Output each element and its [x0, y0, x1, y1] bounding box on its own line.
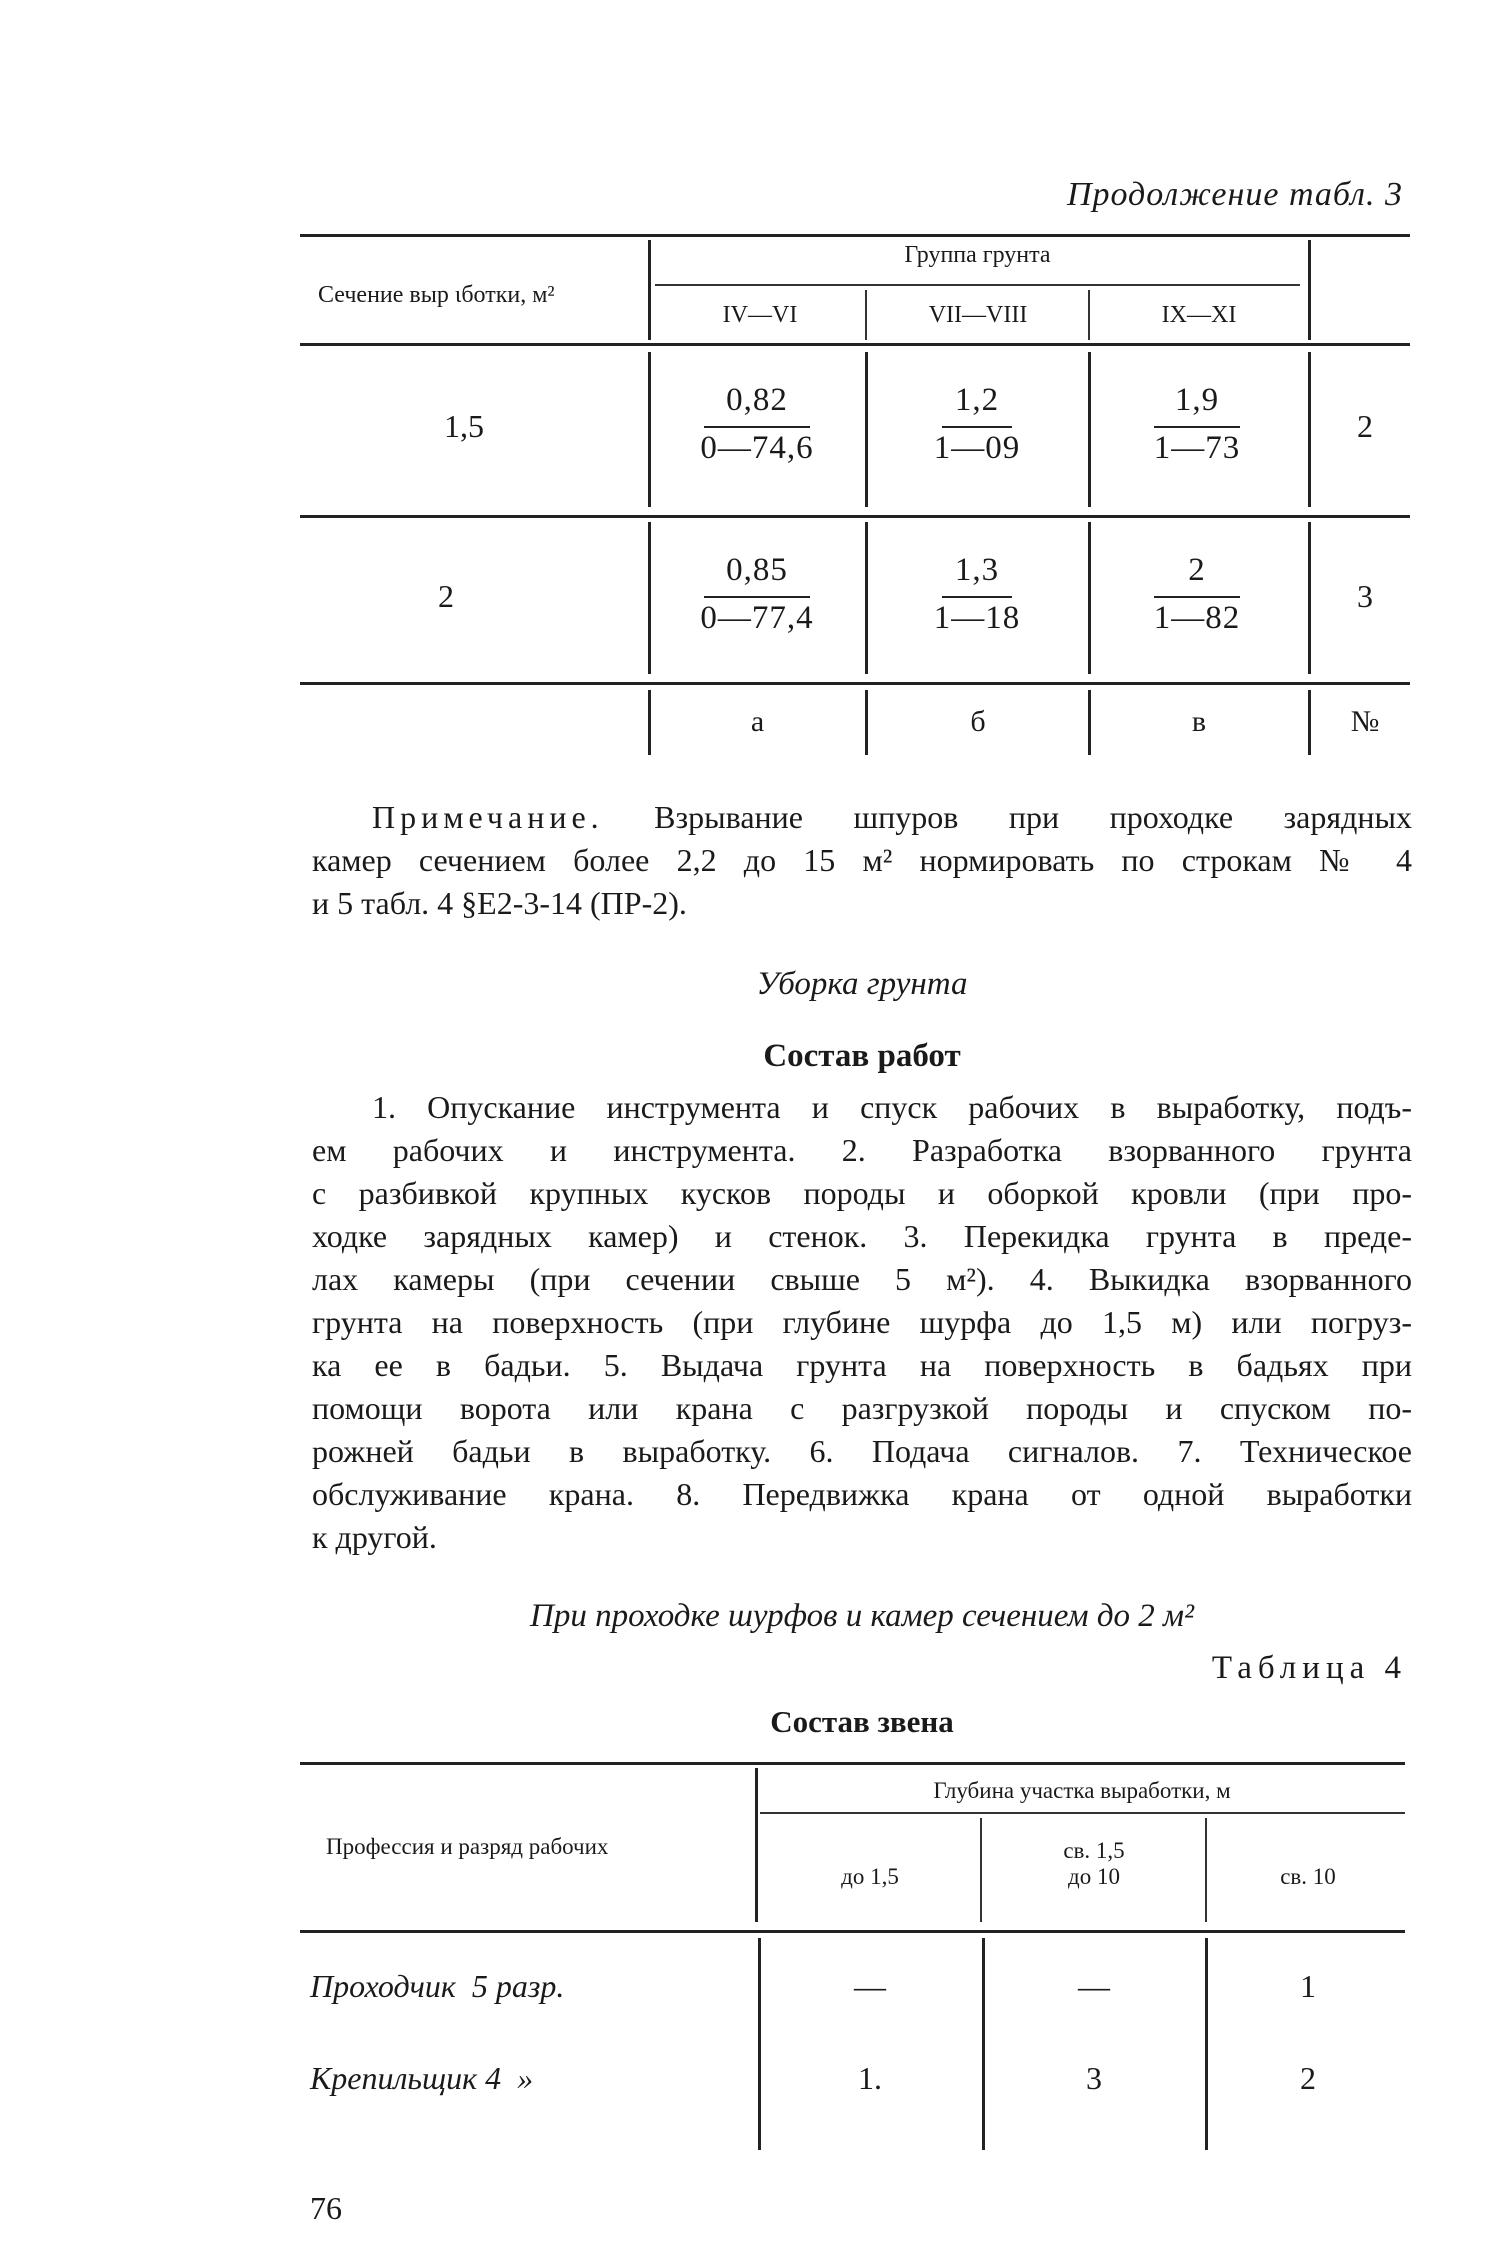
table3-row2-rule	[300, 682, 1410, 685]
table3-top-rule	[300, 234, 1410, 237]
table4-depth-rule	[760, 1812, 1405, 1814]
table4-value: —	[854, 1968, 886, 2004]
cell-top-value: 1,3	[954, 552, 1000, 588]
table4-vrule	[980, 1818, 982, 1922]
work-line: к другой.	[312, 1519, 437, 1555]
table4-depth-header: Глубина участка выработки, м	[933, 1778, 1231, 1803]
table3-cell	[682, 380, 832, 468]
table4-value: —	[1078, 1968, 1110, 2004]
table3-row-section: 1,5	[444, 408, 484, 444]
table3-vrule	[1088, 290, 1090, 340]
table4-profession: Крепильщик 4 »	[310, 2060, 534, 2096]
table4-vrule	[755, 1768, 758, 1922]
table3-group-col: VII—VIII	[928, 302, 1028, 328]
table3-row-number: 3	[1357, 578, 1373, 614]
table4-value: 3	[1086, 2060, 1102, 2096]
note-line: камер сечением более 2,2 до 15 м² нормировать по строкам № 4	[312, 842, 1412, 878]
cell-top-value: 0,85	[726, 552, 788, 588]
table4-depth-col: св. 10	[1280, 1864, 1336, 1889]
table3-vrule	[1088, 690, 1091, 755]
work-heading: Состав работ	[763, 1038, 961, 1074]
table4-label: Таблица 4	[1211, 1650, 1407, 1686]
work-line: ем рабочих и инструмента. 2. Разработка взорванного грунта	[312, 1132, 1412, 1168]
table3-vrule	[865, 522, 868, 674]
table3-header-rule	[300, 343, 1410, 346]
table3-cell	[1122, 380, 1272, 468]
table4-profession-header: Профессия и разряд рабочих	[326, 1834, 609, 1859]
table3-cell	[902, 380, 1052, 468]
table3-vrule	[1308, 240, 1311, 340]
work-line: с разбивкой крупных кусков породы и оборкой кровли (при про-	[312, 1175, 1412, 1211]
table-continuation-caption: Продолжение табл. 3	[1066, 176, 1403, 213]
work-line: обслуживание крана. 8. Передвижка крана от одной выработки	[312, 1476, 1412, 1512]
table4-profession: Проходчик 5 разр.	[310, 1968, 565, 2004]
note-line: и 5 табл. 4 §Е2-3-14 (ПР-2).	[312, 885, 687, 921]
table3-section-header: Сечение выр ιботки, м²	[318, 282, 555, 308]
table3-vrule	[648, 690, 651, 755]
note-line: Примечание. Взрывание шпуров при проходке зарядных	[372, 799, 1413, 835]
table4-depth-col	[988, 1838, 1200, 1890]
cell-bottom-value: 1—18	[933, 600, 1021, 636]
table4-vrule	[1205, 1938, 1208, 2150]
table3-number-sign: №	[1350, 705, 1380, 738]
table4-top-rule	[300, 1762, 1405, 1765]
note-label: Примечание.	[372, 799, 604, 835]
table3-vrule	[1308, 522, 1311, 674]
table3-column-letter: б	[970, 705, 986, 738]
crew-heading: Состав звена	[770, 1704, 954, 1739]
table4-vrule	[982, 1938, 985, 2150]
work-line: ка ее в бадьи. 5. Выдача грунта на поверхность в бадьях при	[312, 1347, 1412, 1383]
section-title: Уборка грунта	[756, 966, 968, 1002]
table3-vrule	[865, 690, 868, 755]
table3-group-col: IX—XI	[1161, 302, 1237, 328]
table3-vrule	[648, 352, 651, 507]
table3-row1-rule	[300, 515, 1410, 518]
cell-bottom-value: 1—09	[933, 430, 1021, 466]
work-line: ходке зарядных камер) и стенок. 3. Перекидка грунта в преде-	[312, 1218, 1412, 1254]
work-line: грунта на поверхность (при глубине шурфа до 1,5 м) или погруз-	[312, 1304, 1412, 1340]
work-line: 1. Опускание инструмента и спуск рабочих в выработку, подъ-	[372, 1089, 1412, 1125]
table3-vrule	[1308, 352, 1311, 507]
work-line: лах камеры (при сечении свыше 5 м²). 4. Выкидка взорванного	[312, 1261, 1412, 1297]
cell-top-value: 1,2	[954, 382, 1000, 418]
table3-group-rule	[655, 284, 1300, 286]
depth-col-line: св. 1,5	[1063, 1838, 1125, 1863]
work-line: рожней бадьи в выработку. 6. Подача сигналов. 7. Техническое	[312, 1433, 1412, 1469]
table3-column-letter: а	[750, 705, 765, 738]
table3-group-col: IV—VI	[722, 302, 798, 328]
table3-row-section: 2	[438, 578, 454, 614]
table3-vrule	[1308, 690, 1311, 755]
subsection-title: При проходке шурфов и камер сечением до 2 м²	[530, 1598, 1194, 1634]
cell-top-value: 1,9	[1174, 382, 1220, 418]
table3-group-header: Группа грунта	[904, 242, 1051, 268]
page-number: 76	[310, 2190, 342, 2226]
table4-vrule	[758, 1938, 761, 2150]
table3-column-letter: в	[1191, 705, 1207, 738]
table3-vrule	[865, 352, 868, 507]
table3-cell	[682, 550, 832, 638]
cell-top-value: 0,82	[726, 382, 788, 418]
table4-value: 1	[1300, 1968, 1316, 2004]
table3-cell	[902, 550, 1052, 638]
work-line: помощи ворота или крана с разгрузкой породы и спуском по-	[312, 1390, 1412, 1426]
table3-vrule	[1088, 522, 1091, 674]
table4-value: 2	[1300, 2060, 1316, 2096]
table3-vrule	[648, 522, 651, 674]
cell-bottom-value: 0—74,6	[700, 430, 814, 466]
table3-vrule	[865, 290, 867, 340]
cell-bottom-value: 1—82	[1153, 600, 1241, 636]
work-composition-paragraph	[312, 1086, 1412, 1559]
cell-top-value: 2	[1188, 552, 1206, 588]
note-paragraph	[312, 796, 1412, 925]
depth-col-line: до 10	[1068, 1864, 1120, 1889]
cell-bottom-value: 1—73	[1153, 430, 1241, 466]
table3-row-number: 2	[1357, 408, 1373, 444]
table4-header-rule	[300, 1930, 1405, 1933]
cell-bottom-value: 0—77,4	[700, 600, 814, 636]
table4-depth-col: до 1,5	[841, 1864, 899, 1889]
table4-vrule	[1205, 1818, 1207, 1922]
table4-value: 1.	[858, 2060, 882, 2096]
table3-vrule	[648, 240, 651, 340]
table3-cell	[1122, 550, 1272, 638]
table3-vrule	[1088, 352, 1091, 507]
